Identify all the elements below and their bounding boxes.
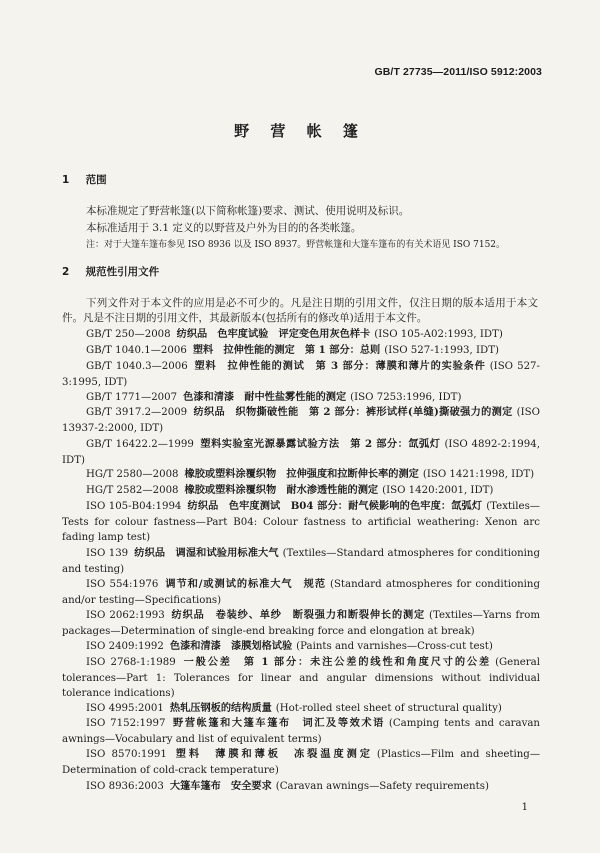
reference-rest: (Plastics—Film and sheeting—Determination of cold-crack temperature) <box>62 749 541 776</box>
reference-zh: 橡胶或塑料涂覆织物 拉伸强度和拉断伸长率的测定 <box>184 468 419 480</box>
reference-zh: 塑料实验室光源暴露试验方法 第 2 部分：氙弧灯 <box>199 438 441 450</box>
reference-item <box>62 327 540 343</box>
reference-rest: (ISO 13937-2:2000, IDT) <box>62 407 540 434</box>
reference-zh: 纺织品 卷装纱、单纱 断裂强力和断裂伸长的测定 <box>170 609 426 621</box>
reference-code: ISO 139 <box>86 548 129 559</box>
reference-rest: (ISO 7253:1996, IDT) <box>350 392 462 403</box>
reference-code: ISO 554:1976 <box>86 579 159 590</box>
reference-code: ISO 8570:1991 <box>86 749 167 760</box>
reference-item <box>62 483 540 499</box>
reference-zh: 纺织品 色牢度试验 评定变色用灰色样卡 <box>176 328 371 340</box>
reference-code: GB/T 1771—2007 <box>86 392 178 403</box>
reference-zh: 橡胶或塑料涂覆织物 耐水渗透性能的测定 <box>184 484 379 496</box>
reference-rest: (Paints and varnishes—Cross-cut test) <box>296 641 493 652</box>
reference-item <box>62 608 540 639</box>
reference-rest: (ISO 1420:2001, IDT) <box>382 485 494 496</box>
reference-rest: (ISO 527-1:1993, IDT) <box>384 345 499 356</box>
reference-zh: 纺织品 织物撕破性能 第 2 部分：裤形试样(单缝)撕破强力的测定 <box>193 406 513 418</box>
reference-rest: (Textiles—Yarns from packages—Determination of single-end breaking force and elongation at break) <box>62 610 540 637</box>
reference-code: ISO 105-B04:1994 <box>86 501 182 512</box>
reference-rest: (Hot-rolled steel sheet of structural quality) <box>275 703 502 714</box>
reference-item <box>62 405 540 436</box>
reference-rest: (General tolerances—Part 1: Tolerances for linear and angular dimensions without individual tolerance indications) <box>62 657 540 699</box>
reference-zh: 色漆和清漆 漆膜划格试验 <box>169 640 293 652</box>
reference-zh: 调节和/或测试的标准大气 规范 <box>164 578 326 590</box>
section-2-number: 2 <box>62 266 70 278</box>
reference-rest: (Caravan awnings—Safety requirements) <box>275 781 489 792</box>
reference-zh: 塑料 拉伸性能的测试 第 3 部分：薄膜和薄片的实验条件 <box>193 360 486 372</box>
reference-code: GB/T 3917.2—2009 <box>86 407 188 418</box>
reference-item <box>62 701 540 717</box>
reference-zh: 纺织品 调湿和试验用标准大气 <box>134 547 279 559</box>
page-number: 1 <box>521 802 528 813</box>
reference-item <box>62 390 540 406</box>
reference-rest: (ISO 1421:1998, IDT) <box>422 469 535 480</box>
reference-code: HG/T 2582—2008 <box>86 485 179 496</box>
reference-item <box>62 359 540 390</box>
reference-item <box>62 577 540 608</box>
reference-code: ISO 4995:2001 <box>86 703 164 714</box>
reference-item <box>62 499 540 546</box>
reference-rest: (ISO 105-A02:1993, IDT) <box>374 329 503 340</box>
reference-zh: 大篷车篷布 安全要求 <box>169 780 272 792</box>
reference-code: ISO 2768-1:1989 <box>86 657 176 668</box>
reference-zh: 塑料 拉伸性能的测定 第 1 部分：总则 <box>192 344 381 356</box>
reference-item <box>62 546 540 577</box>
reference-zh: 塑料 薄膜和薄板 冻裂温度测定 <box>172 748 373 760</box>
reference-code: ISO 7152:1997 <box>86 718 166 729</box>
reference-rest: (Standard atmospheres for conditioning and/or testing—Specifications) <box>62 579 540 606</box>
reference-code: ISO 2062:1993 <box>86 610 165 621</box>
reference-rest: (Textiles—Tests for colour fastness—Part B04: Colour fastness to artificial weathering: Xenon arc fading lamp test) <box>62 501 540 543</box>
reference-item <box>62 639 540 655</box>
reference-zh: 一般公差 第 1 部分：未注公差的线性和角度尺寸的公差 <box>181 656 492 668</box>
section-2-title: 规范性引用文件 <box>85 266 160 278</box>
reference-item <box>62 467 540 483</box>
reference-zh: 热轧压钢板的结构质量 <box>169 702 272 714</box>
references-intro: 下列文件对于本文件的应用是必不可少的。凡是注日期的引用文件，仅注日期的版本适用于本文件。凡是不注日期的引用文件，其最新版本(包括所有的修改单)适用于本文件。 <box>62 297 538 324</box>
reference-rest: (Textiles—Standard atmospheres for conditioning and testing) <box>62 548 540 575</box>
scope-paragraph-2: 本标准适用于 3.1 定义的以野营及户外为目的的各类帐篷。 <box>86 222 362 234</box>
reference-item <box>62 655 540 702</box>
reference-rest: (ISO 4892-2:1994, IDT) <box>62 439 540 466</box>
section-2-heading <box>62 264 159 279</box>
section-1-title: 范围 <box>85 174 107 186</box>
scope-paragraph-1: 本标准规定了野营帐篷(以下简称帐篷)要求、测试、使用说明及标识。 <box>86 205 410 217</box>
reference-item <box>62 779 540 795</box>
scope-note: 注：对于大篷车篷布参见 ISO 8936 以及 ISO 8937。野营帐篷和大篷车篷布的有关术语见 ISO 7152。 <box>86 240 506 250</box>
reference-code: HG/T 2580—2008 <box>86 469 179 480</box>
reference-code: GB/T 1040.3—2006 <box>86 361 188 372</box>
section-1-heading <box>62 172 107 187</box>
reference-code: GB/T 1040.1—2006 <box>86 345 187 356</box>
reference-zh: 纺织品 色牢度测试 B04 部分：耐气候影响的色牢度：氙弧灯 <box>187 500 483 512</box>
reference-item <box>62 716 540 747</box>
reference-code: ISO 2409:1992 <box>86 641 164 652</box>
section-1-number: 1 <box>62 174 70 186</box>
standard-code: GB/T 27735—2011/ISO 5912:2003 <box>374 66 542 78</box>
reference-zh: 野营帐篷和大篷车篷布 词汇及等效术语 <box>171 717 385 729</box>
reference-zh: 色漆和清漆 耐中性盐雾性能的测定 <box>183 391 347 403</box>
reference-code: GB/T 250—2008 <box>86 329 171 340</box>
reference-code: GB/T 16422.2—1999 <box>86 439 194 450</box>
reference-rest: (Camping tents and caravan awnings—Vocabulary and list of equivalent terms) <box>62 718 540 745</box>
reference-rest: (ISO 527-3:1995, IDT) <box>62 361 540 388</box>
reference-item <box>62 747 540 778</box>
document-title: 野 营 帐 篷 <box>234 122 366 140</box>
reference-code: ISO 8936:2003 <box>86 781 164 792</box>
reference-item <box>62 437 540 468</box>
reference-item <box>62 343 540 359</box>
